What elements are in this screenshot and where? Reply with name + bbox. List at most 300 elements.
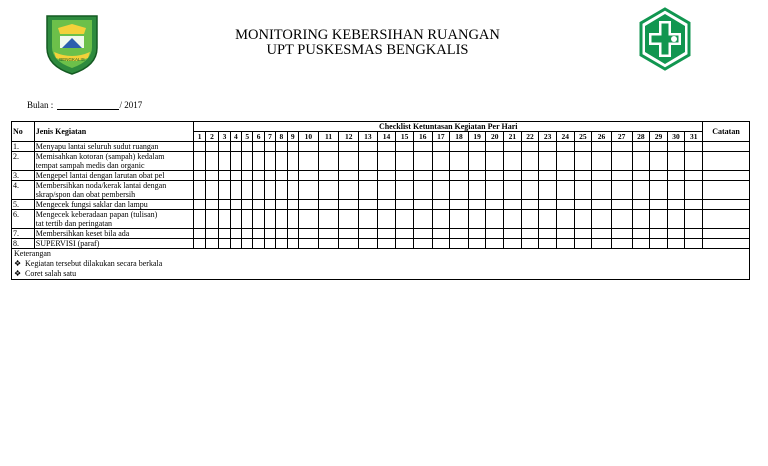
check-cell[interactable] [253,152,264,171]
check-cell[interactable] [574,229,592,239]
check-cell[interactable] [611,171,632,181]
check-cell[interactable] [592,239,612,249]
check-cell[interactable] [276,181,287,200]
check-cell[interactable] [298,142,318,152]
check-cell[interactable] [219,152,230,171]
check-cell[interactable] [253,239,264,249]
check-cell[interactable] [556,171,574,181]
catatan-cell[interactable] [703,200,750,210]
check-cell[interactable] [253,171,264,181]
check-cell[interactable] [205,229,218,239]
check-cell[interactable] [359,210,378,229]
check-cell[interactable] [556,181,574,200]
check-cell[interactable] [592,200,612,210]
check-cell[interactable] [539,229,557,239]
check-cell[interactable] [468,239,486,249]
check-cell[interactable] [556,239,574,249]
check-cell[interactable] [685,229,703,239]
check-cell[interactable] [432,210,450,229]
activity-cell [34,152,194,171]
check-cell[interactable] [276,171,287,181]
check-cell[interactable] [504,200,522,210]
check-cell[interactable] [667,152,685,171]
check-cell[interactable] [339,181,359,200]
bulan-field [27,100,142,110]
table-header-row [12,122,750,132]
check-cell[interactable] [339,200,359,210]
check-cell[interactable] [486,181,504,200]
check-cell[interactable] [450,229,469,239]
check-cell[interactable] [359,152,378,171]
check-cell[interactable] [432,200,450,210]
check-cell[interactable] [504,181,522,200]
check-cell[interactable] [287,181,298,200]
day-header: 27 [611,132,632,142]
check-cell[interactable] [219,181,230,200]
check-cell[interactable] [504,239,522,249]
check-cell[interactable] [205,142,218,152]
keterangan-item [14,269,747,279]
activity-text: Memisahkan kotoran (sampah) kedalam [35,152,165,161]
check-cell[interactable] [298,239,318,249]
check-cell[interactable] [318,142,339,152]
check-cell[interactable] [556,152,574,171]
check-cell[interactable] [287,200,298,210]
bulan-blank[interactable] [57,100,119,110]
check-cell[interactable] [396,229,414,239]
day-header: 26 [592,132,612,142]
check-cell[interactable] [339,239,359,249]
check-cell[interactable] [396,171,414,181]
table-row [12,239,750,249]
check-cell[interactable] [264,210,275,229]
check-cell[interactable] [521,142,539,152]
check-cell[interactable] [592,142,612,152]
check-cell[interactable] [287,239,298,249]
check-cell[interactable] [574,171,592,181]
row-number: 6. [12,210,35,229]
check-cell[interactable] [318,239,339,249]
keterangan-item [14,259,747,269]
col-checklist-header: Checklist Ketuntasan Kegiatan Per Hari [194,122,703,132]
check-cell[interactable] [318,171,339,181]
check-cell[interactable] [432,229,450,239]
check-cell[interactable] [287,171,298,181]
check-cell[interactable] [574,239,592,249]
day-header: 19 [468,132,486,142]
check-cell[interactable] [194,142,205,152]
check-cell[interactable] [377,171,396,181]
check-cell[interactable] [396,181,414,200]
check-cell[interactable] [298,229,318,239]
check-cell[interactable] [468,200,486,210]
check-cell[interactable] [450,152,469,171]
check-cell[interactable] [667,229,685,239]
check-cell[interactable] [413,200,432,210]
check-cell[interactable] [685,171,703,181]
check-cell[interactable] [504,142,522,152]
day-header: 21 [504,132,522,142]
activity-text: Mengepel lantai dengan larutan obat pel [35,171,165,180]
check-cell[interactable] [650,200,668,210]
check-cell[interactable] [486,142,504,152]
check-cell[interactable] [574,210,592,229]
check-cell[interactable] [468,142,486,152]
check-cell[interactable] [339,152,359,171]
catatan-cell[interactable] [703,171,750,181]
check-cell[interactable] [194,210,205,229]
check-cell[interactable] [450,171,469,181]
check-cell[interactable] [611,142,632,152]
check-cell[interactable] [219,171,230,181]
check-cell[interactable] [242,171,253,181]
check-cell[interactable] [219,229,230,239]
check-cell[interactable] [539,210,557,229]
crest-lettering: BENGKALIS [59,57,85,62]
check-cell[interactable] [242,229,253,239]
row-number: 2. [12,152,35,171]
check-cell[interactable] [219,200,230,210]
check-cell[interactable] [632,152,650,171]
check-cell[interactable] [667,239,685,249]
check-cell[interactable] [632,239,650,249]
check-cell[interactable] [276,229,287,239]
check-cell[interactable] [219,210,230,229]
check-cell[interactable] [194,181,205,200]
check-cell[interactable] [377,142,396,152]
activity-cell [34,200,194,210]
check-cell[interactable] [486,210,504,229]
check-cell[interactable] [377,181,396,200]
check-cell[interactable] [264,229,275,239]
check-cell[interactable] [413,171,432,181]
check-cell[interactable] [486,171,504,181]
check-cell[interactable] [264,152,275,171]
check-cell[interactable] [539,181,557,200]
check-cell[interactable] [486,239,504,249]
check-cell[interactable] [685,200,703,210]
table-row [12,142,750,152]
check-cell[interactable] [632,142,650,152]
check-cell[interactable] [650,171,668,181]
check-cell[interactable] [298,210,318,229]
check-cell[interactable] [219,239,230,249]
check-cell[interactable] [339,171,359,181]
day-header: 17 [432,132,450,142]
check-cell[interactable] [264,181,275,200]
check-cell[interactable] [205,181,218,200]
catatan-cell[interactable] [703,181,750,200]
check-cell[interactable] [432,171,450,181]
check-cell[interactable] [359,200,378,210]
activity-cell [34,229,194,239]
check-cell[interactable] [574,181,592,200]
check-cell[interactable] [242,200,253,210]
check-cell[interactable] [432,239,450,249]
table-row [12,152,750,171]
check-cell[interactable] [632,229,650,239]
check-cell[interactable] [339,229,359,239]
check-cell[interactable] [230,210,241,229]
check-cell[interactable] [556,142,574,152]
check-cell[interactable] [667,142,685,152]
check-cell[interactable] [650,181,668,200]
check-cell[interactable] [287,142,298,152]
check-cell[interactable] [632,200,650,210]
keterangan-cell [12,249,750,280]
check-cell[interactable] [521,152,539,171]
check-cell[interactable] [611,239,632,249]
catatan-cell[interactable] [703,239,750,249]
check-cell[interactable] [504,171,522,181]
keterangan-item-text: Coret salah satu [25,269,77,278]
check-cell[interactable] [450,181,469,200]
check-cell[interactable] [287,229,298,239]
check-cell[interactable] [359,239,378,249]
check-cell[interactable] [450,239,469,249]
check-cell[interactable] [521,200,539,210]
check-cell[interactable] [667,210,685,229]
check-cell[interactable] [413,210,432,229]
check-cell[interactable] [264,171,275,181]
check-cell[interactable] [298,152,318,171]
check-cell[interactable] [539,152,557,171]
check-cell[interactable] [650,210,668,229]
check-cell[interactable] [539,142,557,152]
check-cell[interactable] [468,229,486,239]
check-cell[interactable] [396,200,414,210]
table-row [12,210,750,229]
check-cell[interactable] [685,142,703,152]
check-cell[interactable] [521,239,539,249]
check-cell[interactable] [611,200,632,210]
check-cell[interactable] [298,181,318,200]
check-cell[interactable] [396,239,414,249]
check-cell[interactable] [396,142,414,152]
check-cell[interactable] [486,200,504,210]
check-cell[interactable] [276,142,287,152]
check-cell[interactable] [242,181,253,200]
check-cell[interactable] [194,200,205,210]
check-cell[interactable] [339,210,359,229]
day-header: 22 [521,132,539,142]
day-header: 14 [377,132,396,142]
check-cell[interactable] [359,142,378,152]
row-number: 4. [12,181,35,200]
check-cell[interactable] [556,210,574,229]
check-cell[interactable] [318,210,339,229]
check-cell[interactable] [556,229,574,239]
check-cell[interactable] [318,200,339,210]
check-cell[interactable] [242,210,253,229]
check-cell[interactable] [276,210,287,229]
table-row [12,200,750,210]
check-cell[interactable] [377,210,396,229]
table-row [12,181,750,200]
check-cell[interactable] [504,210,522,229]
day-header: 2 [205,132,218,142]
check-cell[interactable] [318,181,339,200]
check-cell[interactable] [632,171,650,181]
check-cell[interactable] [592,181,612,200]
catatan-cell[interactable] [703,142,750,152]
check-cell[interactable] [276,239,287,249]
check-cell[interactable] [359,229,378,239]
check-cell[interactable] [521,229,539,239]
day-header: 16 [413,132,432,142]
check-cell[interactable] [667,181,685,200]
check-cell[interactable] [230,239,241,249]
check-cell[interactable] [611,181,632,200]
check-cell[interactable] [318,152,339,171]
check-cell[interactable] [432,142,450,152]
check-cell[interactable] [685,181,703,200]
check-cell[interactable] [413,229,432,239]
check-cell[interactable] [504,152,522,171]
check-cell[interactable] [298,200,318,210]
check-cell[interactable] [574,200,592,210]
check-cell[interactable] [685,152,703,171]
check-cell[interactable] [205,210,218,229]
check-cell[interactable] [539,239,557,249]
col-no-header: No [12,122,35,142]
check-cell[interactable] [194,171,205,181]
day-header: 15 [396,132,414,142]
check-cell[interactable] [611,152,632,171]
check-cell[interactable] [539,171,557,181]
check-cell[interactable] [359,181,378,200]
check-cell[interactable] [592,210,612,229]
check-cell[interactable] [611,210,632,229]
check-cell[interactable] [574,142,592,152]
page-title-line1: MONITORING KEBERSIHAN RUANGAN [235,27,500,43]
check-cell[interactable] [318,229,339,239]
check-cell[interactable] [205,152,218,171]
check-cell[interactable] [450,210,469,229]
check-cell[interactable] [298,171,318,181]
check-cell[interactable] [194,239,205,249]
check-cell[interactable] [468,181,486,200]
check-cell[interactable] [205,200,218,210]
check-cell[interactable] [287,210,298,229]
check-cell[interactable] [504,229,522,239]
check-cell[interactable] [253,181,264,200]
check-cell[interactable] [650,239,668,249]
check-cell[interactable] [413,142,432,152]
check-cell[interactable] [650,142,668,152]
check-cell[interactable] [194,229,205,239]
check-cell[interactable] [468,171,486,181]
check-cell[interactable] [276,152,287,171]
check-cell[interactable] [264,200,275,210]
check-cell[interactable] [253,200,264,210]
check-cell[interactable] [253,142,264,152]
check-cell[interactable] [396,210,414,229]
check-cell[interactable] [667,200,685,210]
bulan-year: / 2017 [119,100,143,110]
check-cell[interactable] [205,239,218,249]
check-cell[interactable] [432,181,450,200]
check-cell[interactable] [396,152,414,171]
check-cell[interactable] [685,210,703,229]
check-cell[interactable] [287,152,298,171]
check-cell[interactable] [413,152,432,171]
day-header: 28 [632,132,650,142]
check-cell[interactable] [632,181,650,200]
check-cell[interactable] [685,239,703,249]
check-cell[interactable] [539,200,557,210]
check-cell[interactable] [650,229,668,239]
check-cell[interactable] [574,152,592,171]
day-header: 12 [339,132,359,142]
check-cell[interactable] [253,210,264,229]
check-cell[interactable] [264,239,275,249]
check-cell[interactable] [632,210,650,229]
check-cell[interactable] [205,171,218,181]
check-cell[interactable] [486,152,504,171]
check-cell[interactable] [450,200,469,210]
check-cell[interactable] [413,239,432,249]
check-cell[interactable] [650,152,668,171]
catatan-cell[interactable] [703,229,750,239]
check-cell[interactable] [521,171,539,181]
check-cell[interactable] [194,152,205,171]
check-cell[interactable] [521,210,539,229]
check-cell[interactable] [556,200,574,210]
check-cell[interactable] [242,152,253,171]
check-cell[interactable] [377,152,396,171]
check-cell[interactable] [377,200,396,210]
check-cell[interactable] [253,229,264,239]
check-cell[interactable] [242,239,253,249]
check-cell[interactable] [230,200,241,210]
check-cell[interactable] [592,171,612,181]
check-cell[interactable] [230,181,241,200]
day-header: 3 [219,132,230,142]
check-cell[interactable] [413,181,432,200]
check-cell[interactable] [432,152,450,171]
check-cell[interactable] [219,142,230,152]
catatan-cell[interactable] [703,210,750,229]
catatan-cell[interactable] [703,152,750,171]
day-header: 29 [650,132,668,142]
keterangan-row [12,249,750,280]
check-cell[interactable] [611,229,632,239]
check-cell[interactable] [377,239,396,249]
check-cell[interactable] [377,229,396,239]
check-cell[interactable] [359,171,378,181]
check-cell[interactable] [230,171,241,181]
check-cell[interactable] [486,229,504,239]
day-header: 25 [574,132,592,142]
check-cell[interactable] [242,142,253,152]
check-cell[interactable] [592,152,612,171]
check-cell[interactable] [339,142,359,152]
check-cell[interactable] [230,152,241,171]
check-cell[interactable] [276,200,287,210]
check-cell[interactable] [230,229,241,239]
check-cell[interactable] [230,142,241,152]
day-header: 10 [298,132,318,142]
check-cell[interactable] [450,142,469,152]
activity-cell [34,142,194,152]
check-cell[interactable] [264,142,275,152]
check-cell[interactable] [521,181,539,200]
check-cell[interactable] [468,210,486,229]
check-cell[interactable] [667,171,685,181]
check-cell[interactable] [468,152,486,171]
check-cell[interactable] [592,229,612,239]
